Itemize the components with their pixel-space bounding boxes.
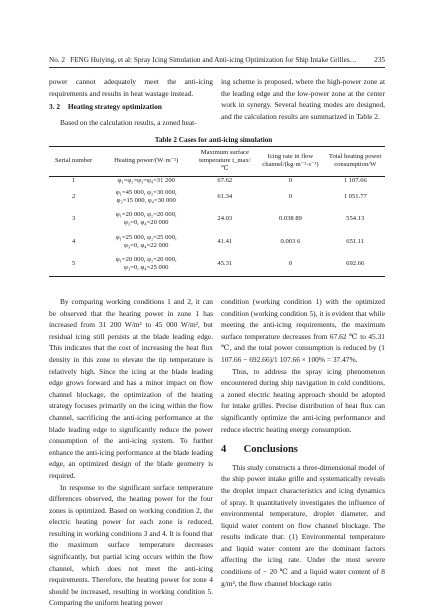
tmax-cell: 41.41 xyxy=(194,231,255,254)
section-title: Heating strategy optimization xyxy=(68,101,162,113)
section-title: Conclusions xyxy=(244,444,298,455)
icing-rate-cell: 0.003 6 xyxy=(255,231,325,254)
data-table xyxy=(49,146,385,277)
icing-rate-cell: 0 xyxy=(255,176,325,186)
right-column-bottom xyxy=(221,296,385,589)
section-number: 3. 2 xyxy=(49,101,66,113)
serial-cell: 3 xyxy=(49,208,98,231)
tmax-cell: 24.03 xyxy=(194,208,255,231)
heating-power-cell xyxy=(98,231,194,254)
serial-cell: 2 xyxy=(49,186,98,209)
paragraph: ing scheme is proposed, where the high-power zone at the leading edge and the low-power zone at the center work in synergy. Several heating modes are designed, and the calculation results are summarized in Table 2. xyxy=(221,76,385,122)
column-header: Total heating power consumption/W xyxy=(326,147,386,177)
icing-rate-cell: 0.038 89 xyxy=(255,208,325,231)
heating-power-line: φ₁=20 000, φ₂=20 000, xyxy=(100,256,192,264)
column-header: Heating power/(W·m⁻²) xyxy=(98,147,194,177)
heating-power-line: φ₃=0, φ₄=22 000 xyxy=(100,242,192,250)
total-power-cell: 1 107.66 xyxy=(326,176,386,186)
table-header-row xyxy=(49,147,385,177)
right-column-top xyxy=(221,76,385,122)
paragraph: power cannot adequately meet the anti-icing requirements and results in heat wastage instead. xyxy=(49,76,213,99)
total-power-cell: 651.11 xyxy=(326,231,386,254)
table-row xyxy=(49,176,385,186)
column-header: Maximum surface temperature t_max/℃ xyxy=(194,147,255,177)
tmax-cell: 45.31 xyxy=(194,253,255,276)
serial-cell: 4 xyxy=(49,231,98,254)
table-row xyxy=(49,253,385,276)
tmax-cell: 61.34 xyxy=(194,186,255,209)
serial-cell: 5 xyxy=(49,253,98,276)
left-column-bottom xyxy=(49,296,213,609)
section-number: 4 xyxy=(221,444,241,456)
icing-rate-cell: 0 xyxy=(255,253,325,276)
heating-power-line: φ₃=15 000, φ₄=30 000 xyxy=(100,197,192,205)
heating-power-line: φ₃=0, φ₄=25 000 xyxy=(100,264,192,272)
paragraph: By comparing working conditions 1 and 2, it can be observed that the heating power in zone 1 has increased from 31 200 W/m² to 45 000 W/m², but residual icing still persists at the blade leading edge. This indicates that the cost of increasing the heat flux density in this zone to elevate the tip temperature is relatively high. Since the icing at the blade leading edge grows forward and has a minor impact on flow channel blockage, the optimization of the heating strategy focuses primarily on the icing within the flow channel, sacrificing the anti-icing performance at the blade leading edge to significantly reduce the power consumption of the anti-icing system. To further enhance the anti-icing performance at the blade leading edge, an optimized design of the blade geometry is required. xyxy=(49,296,213,482)
paragraph: condition (working condition 1) with the optimized condition (working condition 5), it is evident that while meeting the anti-icing requirements, the maximum surface temperature decreases from 67.62 ℃ to 45.31 ℃, and the total power consumption is reduced by (1 107.66 − 692.66)/1 107.66 × 100% = 37.47%. xyxy=(221,296,385,366)
left-column-top xyxy=(49,76,213,128)
running-title: FENG Huiying, et al: Spray Icing Simulation and Anti-icing Optimization for Ship Intake Grilles… xyxy=(0,56,427,64)
paragraph: In response to the significant surface temperature differences observed, the heating power for the four zones is optimized. Based on working condition 2, the electric heating power for each zone is reduced, resulting in working conditions 3 and 4. It is found that the maximum surface temperature decreases significantly, but partial icing occurs within the flow channel, which does not meet the anti-icing requirements. Therefore, the heating power for zone 4 should be increased, resulting in working condition 5. Comparing the uniform heating power xyxy=(49,482,213,609)
section-heading-3-2 xyxy=(49,101,213,113)
icing-rate-cell: 0 xyxy=(255,186,325,209)
total-power-cell: 1 051.77 xyxy=(326,186,386,209)
paragraph: Based on the calculation results, a zoned heat- xyxy=(49,117,213,129)
heating-power-cell xyxy=(98,186,194,209)
section-heading-4 xyxy=(221,444,385,456)
heating-power-cell xyxy=(98,208,194,231)
table-row xyxy=(49,208,385,231)
heating-power-line: φ₁=20 000, φ₂=20 000, xyxy=(100,211,192,219)
total-power-cell: 554.13 xyxy=(326,208,386,231)
table-row xyxy=(49,186,385,209)
serial-cell: 1 xyxy=(49,176,98,186)
paragraph: Thus, to address the spray icing phenomenon encountered during ship navigation in cold conditions, a zoned electric heating approach should be adopted for intake grilles. Precise distribution of heat flux can significantly optimize the anti-icing performance and reduce electric heating energy consumption. xyxy=(221,366,385,436)
page-number: 235 xyxy=(374,56,385,64)
table-row xyxy=(49,231,385,254)
table-caption: Table 2 Cases for anti-icing simulation xyxy=(0,136,427,144)
heating-power-cell xyxy=(98,176,194,186)
heating-power-cell xyxy=(98,253,194,276)
column-header: Serial number xyxy=(49,147,98,177)
header-rule xyxy=(49,67,385,68)
heating-power-line: φ₃=0, φ₄=20 000 xyxy=(100,219,192,227)
heating-power-line: φ₁=45 000, φ₂=30 000, xyxy=(100,189,192,197)
column-header: Icing rate in flow channel/(kg·m⁻²·s⁻¹) xyxy=(255,147,325,177)
heating-power-line: φ₁=φ₂=φ₃=φ₄=31 200 xyxy=(100,177,192,185)
issue-number: No. 2 xyxy=(49,56,65,64)
tmax-cell: 67.62 xyxy=(194,176,255,186)
total-power-cell: 692.66 xyxy=(326,253,386,276)
paragraph: This study constructs a three-dimensional model of the ship power intake grille and systematically reveals the droplet impact characteristics and icing dynamics of spray. It quantitatively investigates the influence of environmental temperature, droplet diameter, and liquid water content on flow channel blockage. The results indicate that: (1) Environmental temperature and liquid water content are the dominant factors affecting the icing rate. Under the most severe conditions of − 20 ℃ and a liquid water content of 8 g/m³, the flow channel blockage ratio xyxy=(221,462,385,590)
heating-power-line: φ₁=25 000, φ₂=25 000, xyxy=(100,234,192,242)
